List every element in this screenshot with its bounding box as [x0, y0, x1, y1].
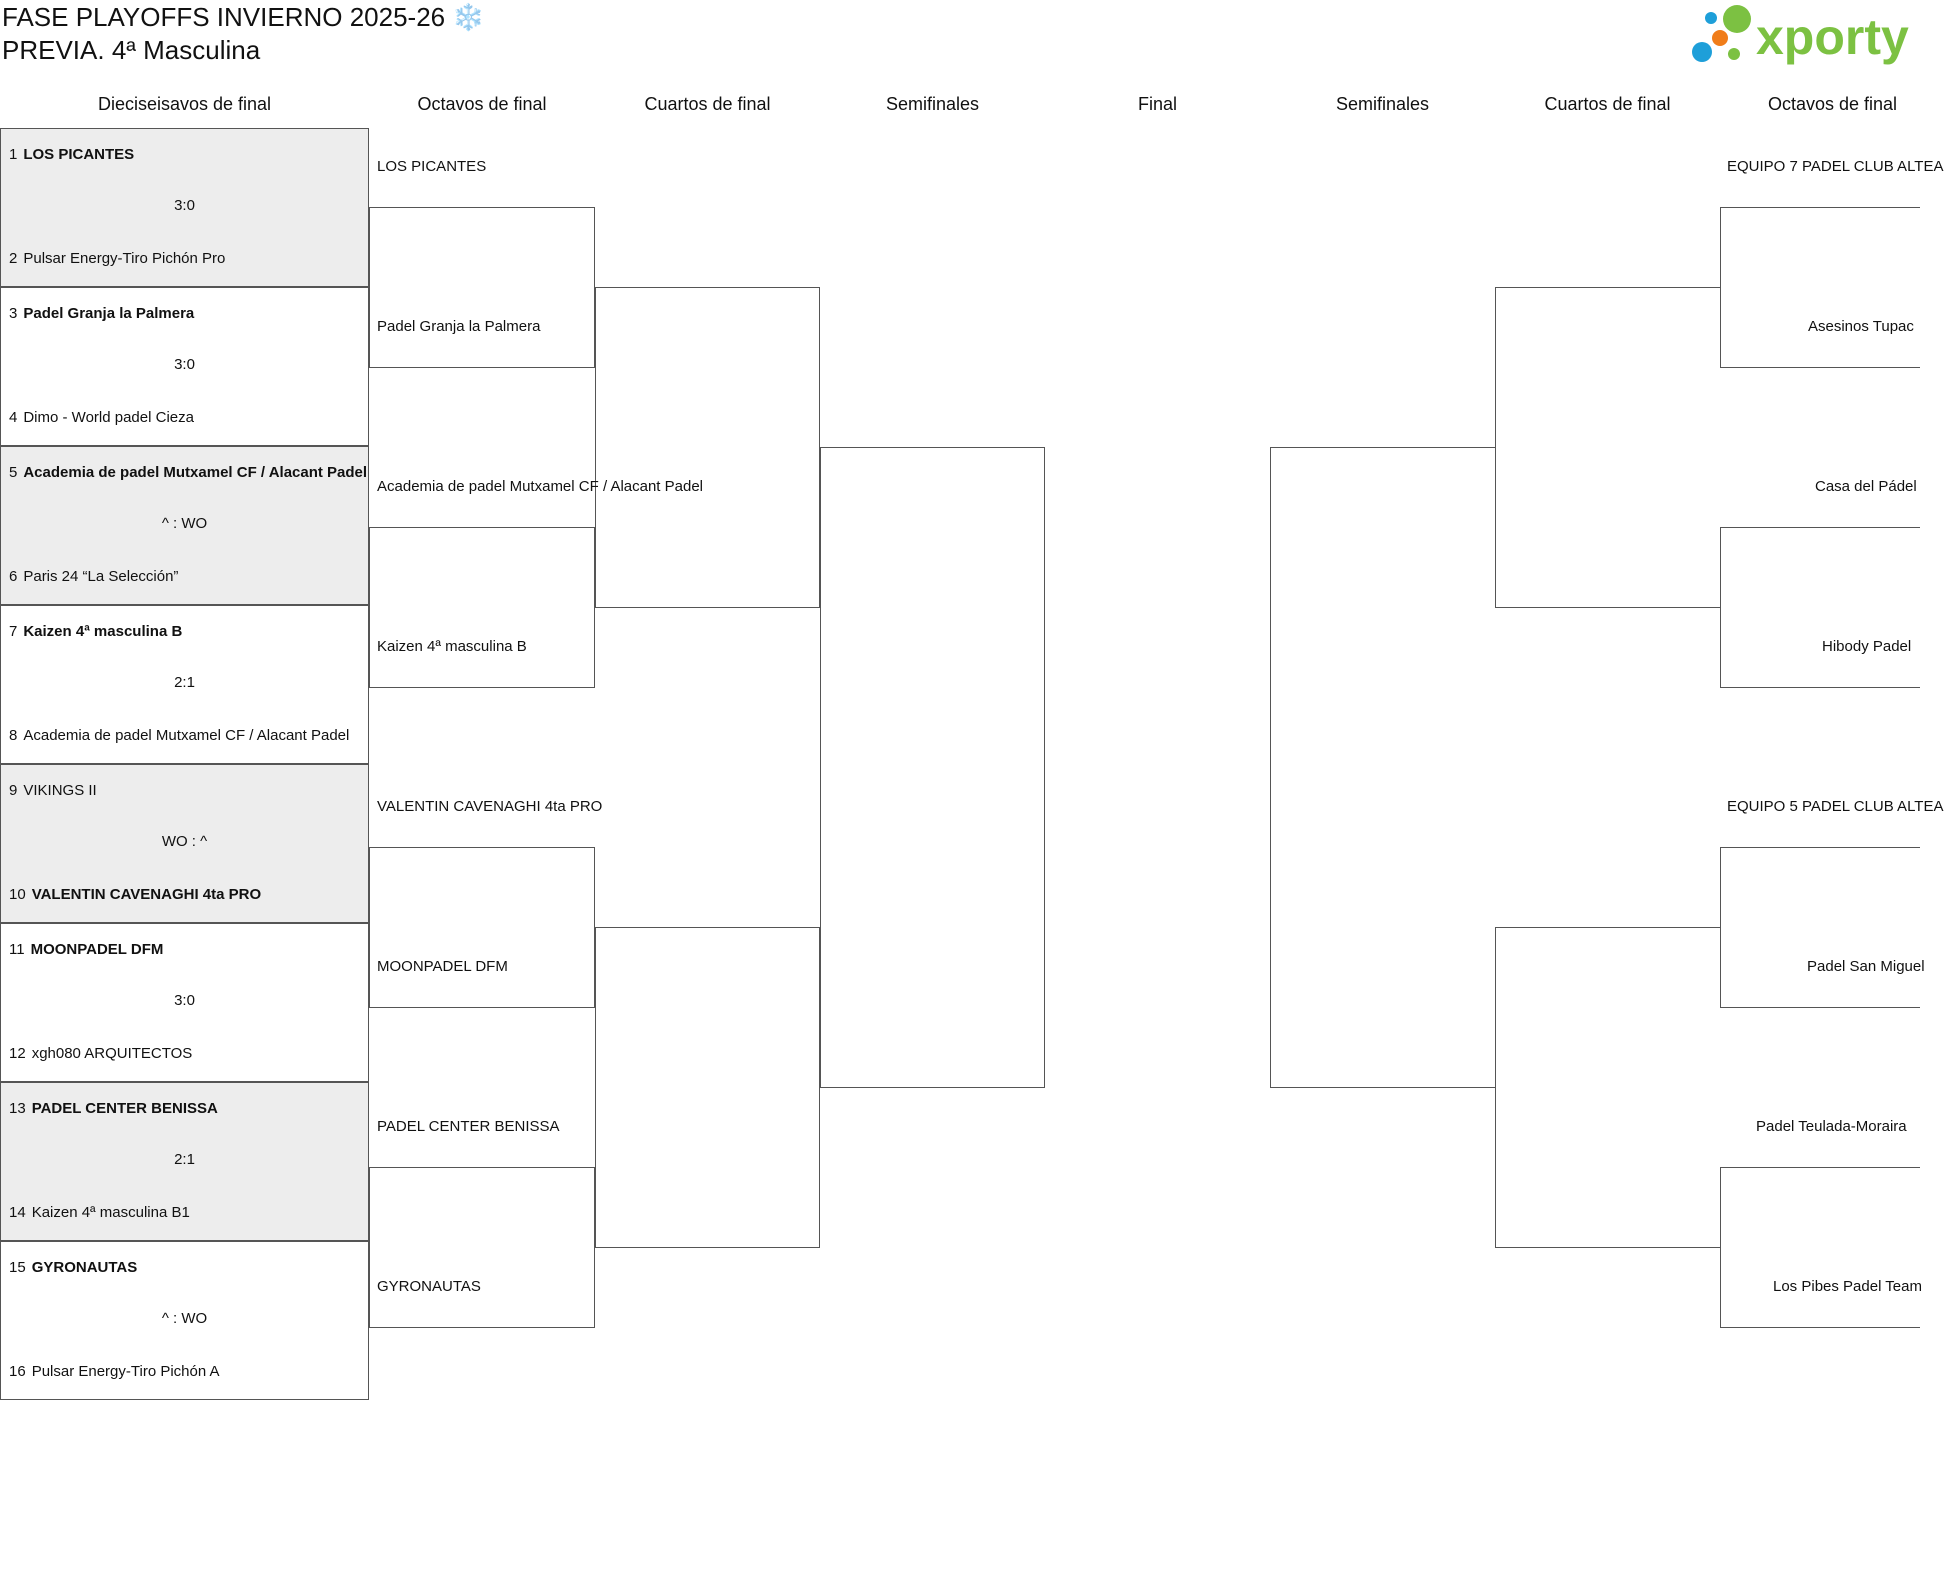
r16-left-slot: Kaizen 4ª masculina B: [377, 638, 527, 655]
r16-right-slot: Casa del Pádel: [1815, 478, 1917, 495]
r16-left-slot: MOONPADEL DFM: [377, 958, 508, 975]
r16-left-slot: GYRONAUTAS: [377, 1278, 481, 1295]
seed-number: 4: [9, 409, 18, 426]
match-score: 2:1: [174, 674, 195, 691]
r16-left-slot: Academia de padel Mutxamel CF / Alacant Padel: [377, 478, 704, 495]
team-a: [9, 1259, 137, 1276]
seed-number: 3: [9, 305, 18, 322]
seed-number: 13: [9, 1100, 26, 1117]
team-name: PADEL CENTER BENISSA: [31, 1100, 218, 1117]
match-score: WO : ^: [161, 833, 208, 850]
team-b: [9, 1204, 190, 1221]
match-card[interactable]: [0, 1082, 369, 1241]
team-name: Padel Granja la Palmera: [23, 305, 195, 322]
seed-number: 1: [9, 146, 18, 163]
match-card[interactable]: [0, 764, 369, 923]
team-name: MOONPADEL DFM: [30, 941, 164, 958]
bracket-connector: [820, 447, 1045, 1088]
r16-right-slot: EQUIPO 5 PADEL CLUB ALTEA: [1727, 798, 1944, 815]
r16-left-slot: Padel Granja la Palmera: [377, 318, 541, 335]
page-title: FASE PLAYOFFS INVIERNO 2025-26 ❄️: [2, 2, 485, 32]
seed-number: 16: [9, 1363, 26, 1380]
seed-number: 7: [9, 623, 18, 640]
round-header-sf-left: Semifinales: [885, 94, 980, 114]
round-header-sf-right: Semifinales: [1335, 94, 1430, 114]
team-a: [9, 305, 194, 322]
match-score: 3:0: [174, 356, 195, 373]
team-b: [9, 409, 194, 426]
team-b: [9, 250, 225, 267]
team-b: [9, 1363, 220, 1380]
match-score: ^ : WO: [161, 1310, 208, 1327]
r16-left-slot: LOS PICANTES: [377, 158, 487, 175]
match-card[interactable]: [0, 605, 369, 764]
bracket-connector: [369, 527, 595, 688]
match-score: ^ : WO: [161, 515, 208, 532]
team-a: [9, 1100, 218, 1117]
r16-right-slot: Los Pibes Padel Team: [1773, 1278, 1922, 1295]
team-a: [9, 464, 367, 481]
bracket-connector: [369, 1167, 595, 1328]
team-name: LOS PICANTES: [23, 146, 135, 163]
team-name: Kaizen 4ª masculina B1: [31, 1204, 190, 1221]
page-subtitle: PREVIA. 4ª Masculina: [2, 35, 261, 65]
seed-number: 2: [9, 250, 18, 267]
team-b: [9, 568, 178, 585]
bracket-connector: [369, 207, 595, 368]
seed-number: 5: [9, 464, 18, 481]
seed-number: 12: [9, 1045, 26, 1062]
logo-wordmark: xporty: [1756, 9, 1909, 65]
team-a: [9, 623, 182, 640]
r16-right-slot: Asesinos Tupac: [1808, 318, 1914, 335]
bracket-connector: [1270, 447, 1495, 1088]
bracket-connector: [1495, 927, 1720, 1248]
match-card[interactable]: [0, 446, 369, 605]
match-score: 2:1: [174, 1151, 195, 1168]
seed-number: 6: [9, 568, 18, 585]
bracket-connector: [1720, 207, 1920, 368]
round-header-qf-left: Cuartos de final: [644, 94, 771, 114]
r16-right-slot: Hibody Padel: [1822, 638, 1912, 655]
round-header-r32: Dieciseisavos de final: [97, 94, 272, 114]
seed-number: 14: [9, 1204, 26, 1221]
bracket-connector: [1720, 527, 1920, 688]
bracket-connector: [595, 287, 820, 608]
match-score: 3:0: [174, 197, 195, 214]
team-b: [9, 1045, 192, 1062]
round-header-qf-right: Cuartos de final: [1544, 94, 1671, 114]
team-name: Academia de padel Mutxamel CF / Alacant Padel: [23, 464, 368, 481]
match-card[interactable]: [0, 287, 369, 446]
seed-number: 10: [9, 886, 26, 903]
r16-left-slot: PADEL CENTER BENISSA: [377, 1118, 560, 1135]
team-b: [9, 727, 349, 744]
team-name: Pulsar Energy-Tiro Pichón A: [31, 1363, 220, 1380]
match-card[interactable]: [0, 923, 369, 1082]
r16-left-slot: VALENTIN CAVENAGHI 4ta PRO: [377, 798, 603, 815]
seed-number: 11: [9, 941, 25, 958]
team-name: GYRONAUTAS: [31, 1259, 138, 1276]
team-name: Kaizen 4ª masculina B: [23, 623, 183, 640]
seed-number: 9: [9, 782, 18, 799]
team-a: [9, 782, 97, 799]
team-name: Dimo - World padel Cieza: [23, 409, 194, 426]
r16-right-slot: EQUIPO 7 PADEL CLUB ALTEA: [1727, 158, 1944, 175]
team-name: VIKINGS II: [23, 782, 97, 799]
bracket-connector: [1720, 1167, 1920, 1328]
team-a: [9, 941, 163, 958]
match-card[interactable]: [0, 128, 369, 287]
xporty-logo: [1690, 4, 1920, 68]
bracket-connector: [1720, 847, 1925, 1008]
round-header-r16-right: Octavos de final: [1767, 94, 1898, 114]
match-score: 3:0: [174, 992, 195, 1009]
seed-number: 15: [9, 1259, 26, 1276]
seed-number: 8: [9, 727, 18, 744]
bracket-connector: [595, 927, 820, 1248]
match-card[interactable]: [0, 1241, 369, 1400]
team-name: Academia de padel Mutxamel CF / Alacant Padel: [23, 727, 350, 744]
team-name: VALENTIN CAVENAGHI 4ta PRO: [31, 886, 262, 903]
r16-right-slot: Padel Teulada-Moraira: [1756, 1118, 1907, 1135]
round-header-r16-left: Octavos de final: [417, 94, 547, 114]
team-name: Pulsar Energy-Tiro Pichón Pro: [23, 250, 226, 267]
bracket-connector: [1495, 287, 1720, 608]
team-name: Paris 24 “La Selección”: [23, 568, 179, 585]
team-a: [9, 146, 134, 163]
round-header-final: Final: [1137, 94, 1177, 114]
bracket-connector: [369, 847, 595, 1008]
team-name: xgh080 ARQUITECTOS: [31, 1045, 193, 1062]
r16-right-slot: Padel San Miguel: [1807, 958, 1925, 975]
team-b: [9, 886, 261, 903]
